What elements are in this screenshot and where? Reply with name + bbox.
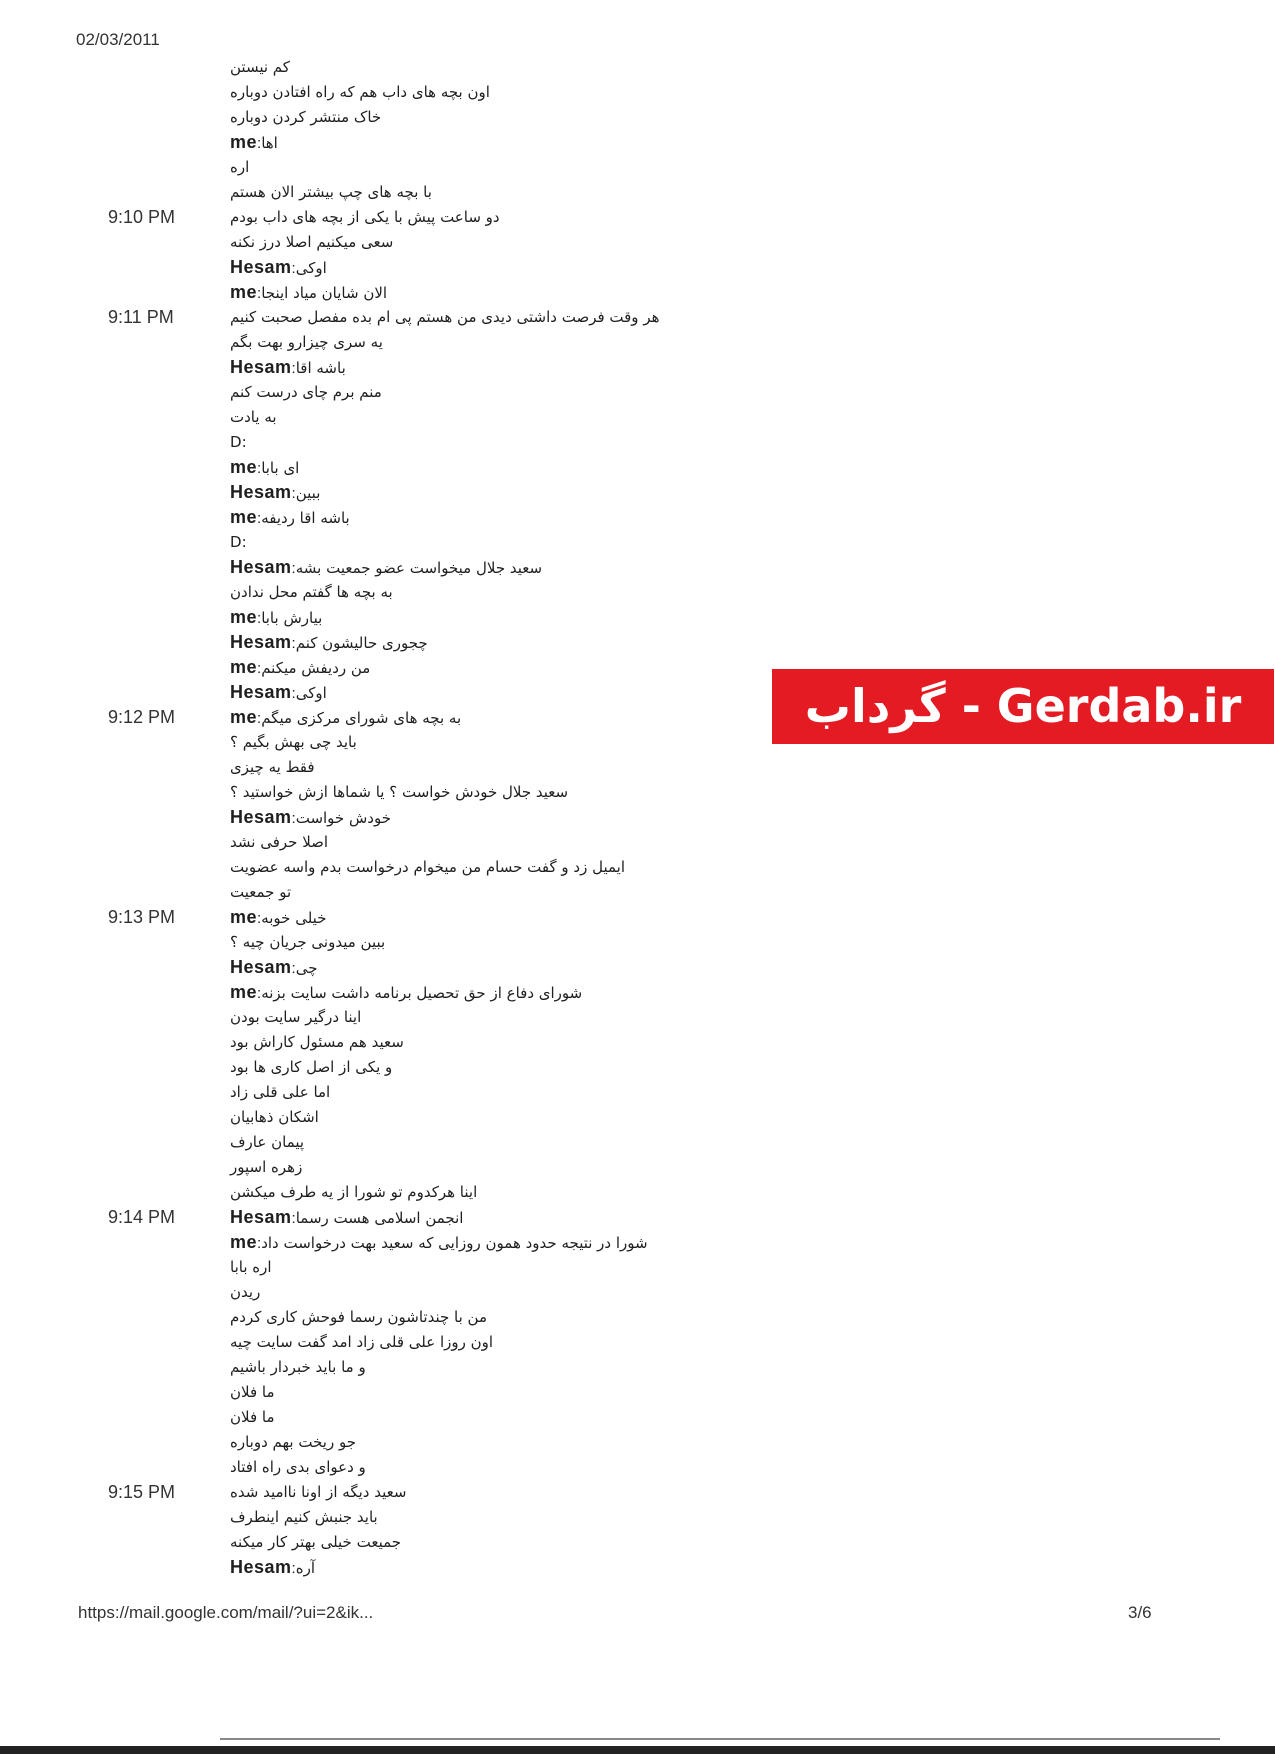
chat-text <box>230 555 542 581</box>
chat-line <box>0 430 1275 455</box>
chat-text <box>230 1530 401 1555</box>
message-text: تو جمعیت <box>230 883 292 901</box>
timestamp: 9:14 PM <box>108 1207 176 1227</box>
chat-text <box>230 905 326 931</box>
message-text: :D <box>230 533 247 551</box>
message-text: و ما باید خبردار باشیم <box>230 1358 366 1376</box>
message-text: اها <box>261 134 278 152</box>
page-date: 02/03/2011 <box>76 30 160 49</box>
chat-text <box>230 1405 275 1430</box>
chat-line <box>0 755 1275 780</box>
sender-separator: : <box>257 985 262 1002</box>
message-text: به یادت <box>230 408 277 426</box>
chat-line <box>0 105 1275 130</box>
chat-text <box>230 530 247 555</box>
message-text: من با چندتاشون رسما فوحش کاری کردم <box>230 1308 488 1326</box>
sender-name: Hesam <box>230 957 292 977</box>
chat-text <box>230 1230 648 1256</box>
chat-text <box>230 855 625 880</box>
sender-name: me <box>230 907 258 927</box>
chat-line <box>0 455 1275 480</box>
message-text: اصلا حرفی نشد <box>230 833 329 851</box>
chat-text <box>230 330 383 355</box>
chat-text <box>230 480 320 506</box>
chat-text <box>230 55 290 80</box>
sender-separator: : <box>257 910 262 927</box>
message-text: الان شایان میاد اینجا <box>261 284 388 302</box>
timestamp: 9:15 PM <box>108 1482 176 1502</box>
chat-text <box>230 155 249 180</box>
chat-text <box>230 80 490 105</box>
sender-separator: : <box>257 135 262 152</box>
chat-line <box>0 980 1275 1005</box>
chat-text <box>230 730 357 755</box>
chat-line <box>0 230 1275 255</box>
chat-text <box>230 755 315 780</box>
chat-text <box>230 1030 404 1055</box>
message-text: زهره اسپور <box>230 1158 303 1176</box>
chat-line <box>0 55 1275 80</box>
chat-text <box>230 1205 463 1231</box>
sender-separator: : <box>291 635 296 652</box>
chat-line <box>0 880 1275 905</box>
chat-text <box>230 805 391 831</box>
chat-line <box>0 355 1275 380</box>
chat-line <box>0 1255 1275 1280</box>
sender-name: me <box>230 707 258 727</box>
chat-text <box>230 1155 302 1180</box>
sender-separator: : <box>257 460 262 477</box>
chat-text <box>230 1105 319 1130</box>
chat-text <box>230 305 660 330</box>
chat-line <box>0 1180 1275 1205</box>
chat-text <box>230 455 299 481</box>
chat-text <box>230 1380 275 1405</box>
sender-separator: : <box>291 1210 296 1227</box>
message-text: ببین میدونی جریان چیه ؟ <box>230 933 386 951</box>
message-text: سعی میکنیم اصلا درز نکنه <box>230 233 394 251</box>
message-text: ما فلان <box>230 1383 275 1401</box>
sender-name: Hesam <box>230 632 292 652</box>
chat-line <box>0 1280 1275 1305</box>
chat-text <box>230 1280 260 1305</box>
sender-name: me <box>230 132 258 152</box>
chat-line <box>0 1455 1275 1480</box>
timestamp: 9:13 PM <box>108 907 176 927</box>
message-text: اینا درگیر سایت بودن <box>230 1008 362 1026</box>
page-url: https://mail.google.com/mail/?ui=2&ik... <box>78 1603 374 1622</box>
sender-name: me <box>230 507 258 527</box>
sender-separator: : <box>291 960 296 977</box>
message-text: و دعوای بدی راه افتاد <box>230 1458 366 1476</box>
chat-line <box>0 1205 1275 1230</box>
chat-line <box>0 1105 1275 1130</box>
sender-name: me <box>230 282 258 302</box>
chat-text <box>230 1355 366 1380</box>
message-text: اون بچه های داب هم که راه افتادن دوباره <box>230 83 490 101</box>
chat-log <box>0 55 1275 1580</box>
chat-text <box>230 1305 487 1330</box>
chat-text <box>230 180 432 205</box>
chat-line <box>0 1530 1275 1555</box>
message-text: دو ساعت پیش با یکی از بچه های داب بودم <box>230 208 500 226</box>
chat-line <box>0 1080 1275 1105</box>
scan-bottom-edge <box>0 1746 1275 1754</box>
chat-text <box>230 780 568 805</box>
chat-line <box>0 330 1275 355</box>
message-text: اینا هرکدوم تو شورا از یه طرف میکشن <box>230 1183 478 1201</box>
chat-text <box>230 1130 304 1155</box>
sender-separator: : <box>291 360 296 377</box>
chat-text <box>230 930 385 955</box>
message-text: اوکی <box>295 259 327 277</box>
message-text: من ردیفش میکنم <box>261 659 371 677</box>
chat-line <box>0 1555 1275 1580</box>
sender-separator: : <box>257 1235 262 1252</box>
sender-separator: : <box>291 810 296 827</box>
message-text: جمیعت خیلی بهتر کار میکنه <box>230 1533 402 1551</box>
message-text: ریدن <box>230 1283 261 1301</box>
message-text: باشه اقا ردیفه <box>261 509 350 527</box>
chat-text <box>230 1505 378 1530</box>
chat-line <box>0 1130 1275 1155</box>
sender-separator: : <box>291 685 296 702</box>
sender-separator: : <box>257 610 262 627</box>
message-text: انجمن اسلامی هست رسما <box>295 1209 464 1227</box>
chat-line <box>0 205 1275 230</box>
sender-name: me <box>230 1232 258 1252</box>
chat-line <box>0 1330 1275 1355</box>
chat-line <box>0 1305 1275 1330</box>
message-text: اشکان ذهابیان <box>230 1108 319 1126</box>
sender-separator: : <box>257 660 262 677</box>
message-text: سعید هم مسئول کاراش بود <box>230 1033 404 1051</box>
chat-line <box>0 1405 1275 1430</box>
chat-line <box>0 80 1275 105</box>
chat-text <box>230 280 387 306</box>
gerdab-watermark-logo: گرداب - Gerdab.ir <box>772 669 1274 744</box>
chat-text <box>230 1480 406 1505</box>
message-text: اره <box>230 158 250 176</box>
message-text: چجوری حالیشون کنم <box>295 634 428 652</box>
chat-line <box>0 155 1275 180</box>
message-text: به بچه های شورای مرکزی میگم <box>261 709 462 727</box>
message-text: کم نیستن <box>230 58 290 76</box>
chat-line <box>0 1480 1275 1505</box>
chat-text <box>230 1005 361 1030</box>
message-text: شورای دفاع از حق تحصیل برنامه داشت سایت بزنه <box>261 984 583 1002</box>
scan-artifact-line <box>220 1738 1220 1740</box>
message-text: فقط یه چیزی <box>230 758 315 776</box>
sender-separator: : <box>257 285 262 302</box>
message-text: پیمان عارف <box>230 1133 305 1151</box>
chat-text <box>230 430 247 455</box>
sender-name: Hesam <box>230 557 292 577</box>
chat-line <box>0 780 1275 805</box>
message-text: ببین <box>295 484 321 502</box>
chat-line <box>0 605 1275 630</box>
page-number: 3/6 <box>1128 1603 1152 1622</box>
message-text: اما علی قلی زاد <box>230 1083 331 1101</box>
chat-text <box>230 1080 330 1105</box>
sender-name: Hesam <box>230 807 292 827</box>
chat-line <box>0 580 1275 605</box>
message-text: و یکی از اصل کاری ها بود <box>230 1058 393 1076</box>
message-text: ای بابا <box>261 459 300 477</box>
chat-line <box>0 1430 1275 1455</box>
message-text: سعید دیگه از اونا ناامید شده <box>230 1483 407 1501</box>
message-text: بیارش بابا <box>261 609 323 627</box>
message-text: با بچه های چپ بیشتر الان هستم <box>230 183 432 201</box>
chat-line <box>0 480 1275 505</box>
chat-text <box>230 1180 477 1205</box>
chat-text <box>230 1430 356 1455</box>
sender-name: me <box>230 982 258 1002</box>
sender-name: Hesam <box>230 257 292 277</box>
chat-text <box>230 255 327 281</box>
sender-name: me <box>230 657 258 677</box>
chat-text <box>230 655 370 681</box>
message-text: چی <box>295 959 318 977</box>
timestamp: 9:10 PM <box>108 207 176 227</box>
message-text: جو ریخت بهم دوباره <box>230 1433 356 1451</box>
message-text: سعید جلال خودش خواست ؟ یا شماها ازش خواستید ؟ <box>230 783 569 801</box>
sender-name: Hesam <box>230 682 292 702</box>
sender-name: Hesam <box>230 1207 292 1227</box>
sender-name: Hesam <box>230 357 292 377</box>
chat-text <box>230 1055 392 1080</box>
message-text: ما فلان <box>230 1408 275 1426</box>
chat-line <box>0 255 1275 280</box>
message-text: آره <box>295 1559 315 1577</box>
chat-text <box>230 405 277 430</box>
chat-text <box>230 1455 366 1480</box>
message-text: :D <box>230 433 247 451</box>
chat-line <box>0 505 1275 530</box>
chat-text <box>230 680 327 706</box>
chat-line <box>0 905 1275 930</box>
message-text: شورا در نتیجه حدود همون روزایی که سعید بهت درخواست داد <box>261 1234 648 1252</box>
chat-line <box>0 1505 1275 1530</box>
chat-line <box>0 180 1275 205</box>
chat-text <box>230 705 461 731</box>
chat-line <box>0 805 1275 830</box>
chat-line <box>0 1380 1275 1405</box>
message-text: خیلی خوبه <box>261 909 327 927</box>
chat-text <box>230 580 393 605</box>
chat-text <box>230 830 328 855</box>
chat-line <box>0 1230 1275 1255</box>
chat-line <box>0 380 1275 405</box>
message-text: اون روزا علی قلی زاد امد گفت سایت چیه <box>230 1333 494 1351</box>
chat-text <box>230 630 428 656</box>
sender-separator: : <box>291 560 296 577</box>
chat-line <box>0 405 1275 430</box>
chat-line <box>0 855 1275 880</box>
message-text: اره بابا <box>230 1258 272 1276</box>
timestamp: 9:12 PM <box>108 707 176 727</box>
chat-line <box>0 830 1275 855</box>
message-text: خاک منتشر کردن دوباره <box>230 108 382 126</box>
chat-line <box>0 130 1275 155</box>
chat-line <box>0 1055 1275 1080</box>
message-text: اوکی <box>295 684 327 702</box>
message-text: باید جنبش کنیم اینطرف <box>230 1508 378 1526</box>
chat-text <box>230 380 382 405</box>
sender-name: me <box>230 607 258 627</box>
chat-line <box>0 1155 1275 1180</box>
chat-line <box>0 305 1275 330</box>
message-text: یه سری چیزارو بهت بگم <box>230 333 383 351</box>
sender-name: Hesam <box>230 482 292 502</box>
message-text: به بچه ها گفتم محل ندادن <box>230 583 393 601</box>
chat-text <box>230 205 500 230</box>
chat-line <box>0 955 1275 980</box>
message-text: باشه اقا <box>295 359 346 377</box>
sender-name: Hesam <box>230 1557 292 1577</box>
chat-line <box>0 530 1275 555</box>
sender-separator: : <box>291 1560 296 1577</box>
chat-text <box>230 230 393 255</box>
chat-line <box>0 930 1275 955</box>
sender-separator: : <box>257 510 262 527</box>
sender-name: me <box>230 457 258 477</box>
chat-text <box>230 130 278 156</box>
chat-text <box>230 1255 272 1280</box>
chat-line <box>0 1030 1275 1055</box>
chat-text <box>230 1555 315 1581</box>
chat-text <box>230 505 350 531</box>
timestamp: 9:11 PM <box>108 307 174 327</box>
message-text: هر وقت فرصت داشتی دیدی من هستم پی ام بده مفصل صحبت کنیم <box>230 308 660 326</box>
chat-text <box>230 980 582 1006</box>
chat-text <box>230 955 318 981</box>
message-text: سعید جلال میخواست عضو جمعیت بشه <box>295 559 543 577</box>
message-text: ایمیل زد و گفت حسام من میخوام درخواست بدم واسه عضویت <box>230 858 625 876</box>
chat-line <box>0 1355 1275 1380</box>
sender-separator: : <box>291 485 296 502</box>
message-text: باید چی بهش بگیم ؟ <box>230 733 357 751</box>
message-text: خودش خواست <box>295 809 391 827</box>
message-text: منم برم چای درست کنم <box>230 383 382 401</box>
chat-text <box>230 880 291 905</box>
chat-line <box>0 1005 1275 1030</box>
chat-line <box>0 555 1275 580</box>
sender-separator: : <box>291 260 296 277</box>
chat-line <box>0 280 1275 305</box>
chat-text <box>230 105 381 130</box>
chat-text <box>230 355 346 381</box>
chat-text <box>230 605 322 631</box>
sender-separator: : <box>257 710 262 727</box>
chat-line <box>0 630 1275 655</box>
chat-text <box>230 1330 493 1355</box>
